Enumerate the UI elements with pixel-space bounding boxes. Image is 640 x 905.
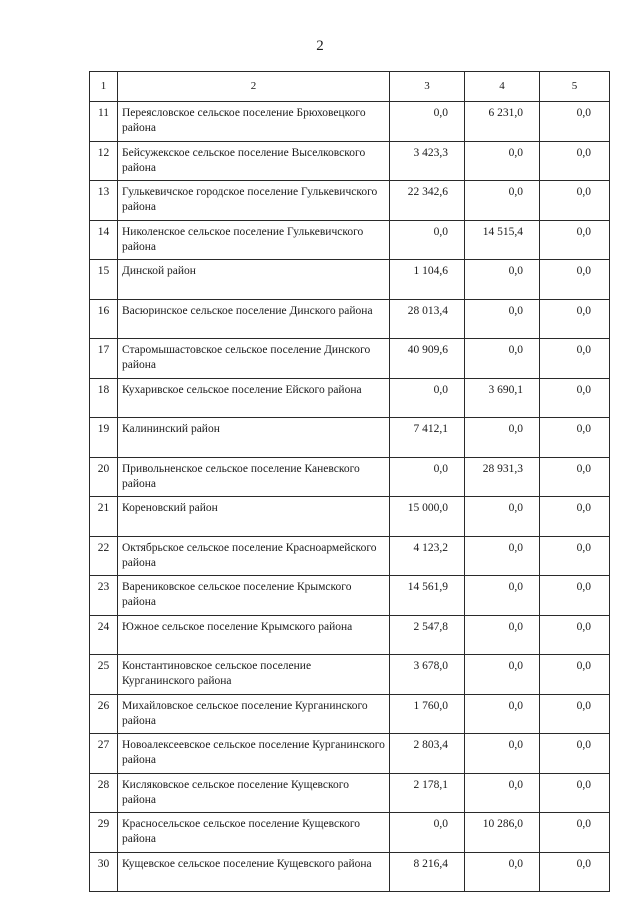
- row-value-col-4: 6 231,0: [465, 102, 540, 142]
- row-value-col-3: 22 342,6: [390, 181, 465, 221]
- row-municipality-name: Гулькевичское городское поселение Гулькевичского района: [118, 181, 390, 221]
- row-number: 23: [90, 576, 118, 616]
- row-municipality-name: Динской район: [118, 260, 390, 300]
- table-row: [90, 102, 610, 142]
- row-value-col-3: 3 423,3: [390, 141, 465, 181]
- row-municipality-name: Октябрьское сельское поселение Красноармейского района: [118, 536, 390, 576]
- row-value-col-5: 0,0: [540, 299, 610, 339]
- row-value-col-4: 3 690,1: [465, 378, 540, 418]
- row-value-col-4: 14 515,4: [465, 220, 540, 260]
- row-value-col-3: 0,0: [390, 457, 465, 497]
- row-number: 25: [90, 655, 118, 695]
- header-col-3: 3: [390, 72, 465, 102]
- row-value-col-3: 0,0: [390, 220, 465, 260]
- row-municipality-name: Варениковское сельское поселение Крымского района: [118, 576, 390, 616]
- row-value-col-4: 0,0: [465, 734, 540, 774]
- row-value-col-5: 0,0: [540, 220, 610, 260]
- row-value-col-5: 0,0: [540, 181, 610, 221]
- table-row: [90, 378, 610, 418]
- row-value-col-3: 1 760,0: [390, 694, 465, 734]
- table-row: [90, 734, 610, 774]
- table-row: [90, 536, 610, 576]
- row-municipality-name: Старомышастовское сельское поселение Динского района: [118, 339, 390, 379]
- row-number: 15: [90, 260, 118, 300]
- row-value-col-4: 0,0: [465, 536, 540, 576]
- row-value-col-5: 0,0: [540, 615, 610, 655]
- row-number: 20: [90, 457, 118, 497]
- header-col-2: 2: [118, 72, 390, 102]
- row-value-col-4: 0,0: [465, 299, 540, 339]
- row-number: 13: [90, 181, 118, 221]
- row-municipality-name: Калининский район: [118, 418, 390, 458]
- row-value-col-3: 3 678,0: [390, 655, 465, 695]
- row-municipality-name: Константиновское сельское поселение Курганинского района: [118, 655, 390, 695]
- row-number: 26: [90, 694, 118, 734]
- row-value-col-5: 0,0: [540, 497, 610, 537]
- table-row: [90, 457, 610, 497]
- row-municipality-name: Переясловское сельское поселение Брюховецкого района: [118, 102, 390, 142]
- table-row: [90, 497, 610, 537]
- row-value-col-4: 0,0: [465, 852, 540, 892]
- row-municipality-name: Кисляковское сельское поселение Кущевского района: [118, 773, 390, 813]
- row-value-col-5: 0,0: [540, 418, 610, 458]
- row-value-col-3: 0,0: [390, 102, 465, 142]
- row-value-col-3: 7 412,1: [390, 418, 465, 458]
- row-value-col-3: 28 013,4: [390, 299, 465, 339]
- table-row: [90, 694, 610, 734]
- row-value-col-3: 15 000,0: [390, 497, 465, 537]
- table-row: [90, 260, 610, 300]
- table-row: [90, 181, 610, 221]
- row-value-col-3: 0,0: [390, 813, 465, 853]
- table-row: [90, 299, 610, 339]
- row-municipality-name: Новоалексеевское сельское поселение Курганинского района: [118, 734, 390, 774]
- row-value-col-4: 0,0: [465, 260, 540, 300]
- row-value-col-4: 0,0: [465, 773, 540, 813]
- row-value-col-5: 0,0: [540, 378, 610, 418]
- row-number: 14: [90, 220, 118, 260]
- table-row: [90, 418, 610, 458]
- table-row: [90, 852, 610, 892]
- row-number: 12: [90, 141, 118, 181]
- table-row: [90, 655, 610, 695]
- table-row: [90, 339, 610, 379]
- row-value-col-5: 0,0: [540, 694, 610, 734]
- table-row: [90, 141, 610, 181]
- row-value-col-3: 1 104,6: [390, 260, 465, 300]
- row-municipality-name: Васюринское сельское поселение Динского района: [118, 299, 390, 339]
- page-number: 2: [316, 38, 324, 54]
- row-value-col-5: 0,0: [540, 457, 610, 497]
- row-number: 30: [90, 852, 118, 892]
- row-value-col-4: 0,0: [465, 418, 540, 458]
- row-value-col-4: 0,0: [465, 615, 540, 655]
- row-municipality-name: Николенское сельское поселение Гулькевичского района: [118, 220, 390, 260]
- header-col-1: 1: [90, 72, 118, 102]
- row-value-col-5: 0,0: [540, 655, 610, 695]
- row-value-col-3: 2 803,4: [390, 734, 465, 774]
- table-body: [90, 72, 610, 892]
- row-municipality-name: Привольненское сельское поселение Каневского района: [118, 457, 390, 497]
- row-number: 11: [90, 102, 118, 142]
- table-row: [90, 220, 610, 260]
- row-number: 27: [90, 734, 118, 774]
- row-municipality-name: Бейсужекское сельское поселение Выселковского района: [118, 141, 390, 181]
- row-municipality-name: Южное сельское поселение Крымского района: [118, 615, 390, 655]
- row-value-col-5: 0,0: [540, 339, 610, 379]
- row-value-col-4: 0,0: [465, 694, 540, 734]
- header-col-4: 4: [465, 72, 540, 102]
- row-number: 19: [90, 418, 118, 458]
- table-row: [90, 615, 610, 655]
- row-value-col-3: 0,0: [390, 378, 465, 418]
- row-value-col-3: 2 547,8: [390, 615, 465, 655]
- row-value-col-5: 0,0: [540, 536, 610, 576]
- row-value-col-3: 14 561,9: [390, 576, 465, 616]
- row-number: 21: [90, 497, 118, 537]
- row-number: 24: [90, 615, 118, 655]
- table-row: [90, 773, 610, 813]
- row-number: 17: [90, 339, 118, 379]
- row-number: 16: [90, 299, 118, 339]
- row-value-col-5: 0,0: [540, 141, 610, 181]
- row-value-col-5: 0,0: [540, 813, 610, 853]
- row-municipality-name: Кореновский район: [118, 497, 390, 537]
- row-value-col-5: 0,0: [540, 576, 610, 616]
- row-value-col-4: 0,0: [465, 181, 540, 221]
- row-value-col-5: 0,0: [540, 773, 610, 813]
- header-col-5: 5: [540, 72, 610, 102]
- row-value-col-4: 0,0: [465, 141, 540, 181]
- row-value-col-4: 28 931,3: [465, 457, 540, 497]
- row-municipality-name: Красносельское сельское поселение Кущевского района: [118, 813, 390, 853]
- row-value-col-4: 10 286,0: [465, 813, 540, 853]
- row-municipality-name: Кухаривское сельское поселение Ейского района: [118, 378, 390, 418]
- row-municipality-name: Михайловское сельское поселение Курганинского района: [118, 694, 390, 734]
- row-value-col-4: 0,0: [465, 655, 540, 695]
- row-value-col-5: 0,0: [540, 260, 610, 300]
- row-value-col-3: 40 909,6: [390, 339, 465, 379]
- row-value-col-3: 8 216,4: [390, 852, 465, 892]
- row-value-col-4: 0,0: [465, 497, 540, 537]
- row-municipality-name: Кущевское сельское поселение Кущевского района: [118, 852, 390, 892]
- row-value-col-3: 2 178,1: [390, 773, 465, 813]
- row-number: 29: [90, 813, 118, 853]
- row-number: 28: [90, 773, 118, 813]
- table-row: [90, 576, 610, 616]
- row-number: 18: [90, 378, 118, 418]
- row-value-col-5: 0,0: [540, 734, 610, 774]
- row-number: 22: [90, 536, 118, 576]
- allocation-table: [89, 71, 610, 892]
- table-row: [90, 813, 610, 853]
- row-value-col-4: 0,0: [465, 576, 540, 616]
- row-value-col-3: 4 123,2: [390, 536, 465, 576]
- table-header-row: [90, 72, 610, 102]
- row-value-col-5: 0,0: [540, 852, 610, 892]
- row-value-col-4: 0,0: [465, 339, 540, 379]
- row-value-col-5: 0,0: [540, 102, 610, 142]
